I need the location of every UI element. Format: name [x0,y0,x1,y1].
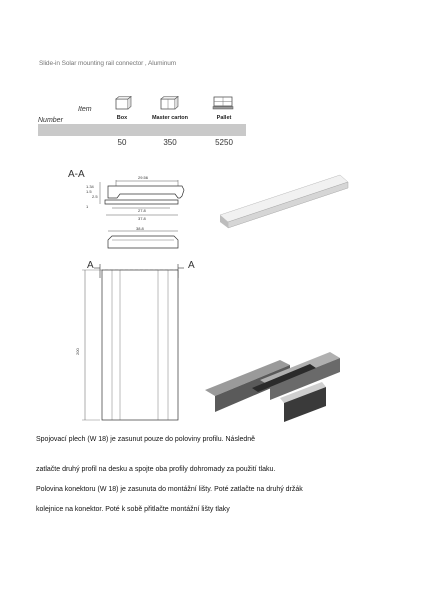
dim-length: 200 [75,348,80,355]
value-pallet: 5250 [215,138,233,147]
pallet-icon [193,96,253,110]
col-header-master-carton: Master carton [151,115,189,121]
carton-icon [138,96,198,110]
description-line-2: zatlačte druhý profil na desku a spojte oba profily dohromady za použití tlaku. [36,466,276,473]
product-subtitle: Slide-in Solar mounting rail connector , Aluminum [39,60,177,67]
dim-bottom-width: 38.8 [136,226,144,231]
section-label: A-A [68,169,85,180]
description-line-1: Spojovací plech (W 18) je zasunut pouze do poloviny profilu. Následně [36,436,256,443]
dim-h2: 1.5 [86,189,92,194]
arrow-label-left: A [87,260,94,271]
dim-outer-width: 37.8 [138,216,146,221]
number-label: Number [38,117,63,124]
col-header-box: Box [116,115,128,121]
description-line-3: Polovina konektoru (W 18) je zasunuta do montážní lišty. Poté zatlačte na druhý držák [36,486,303,493]
connector-3d-render [215,170,355,255]
value-box: 50 [117,138,127,147]
table-header-bar [38,124,246,136]
description-line-4: kolejnice na konektor. Poté k sobě přitlačte montážní lišty tlaky [36,506,230,513]
item-label: Item [78,106,92,113]
arrow-label-right: A [188,260,195,271]
dim-inner-width: 27.8 [138,208,146,213]
rails-joined-render [200,340,360,430]
value-master-carton: 350 [163,138,177,147]
dim-top-width: 29.56 [138,175,149,180]
dim-h4: 1 [86,204,89,209]
dim-h1: 1.34 [86,184,94,189]
dim-h3: 2.5 [92,194,98,199]
technical-drawing [60,160,200,430]
col-header-pallet: Pallet [216,115,232,121]
